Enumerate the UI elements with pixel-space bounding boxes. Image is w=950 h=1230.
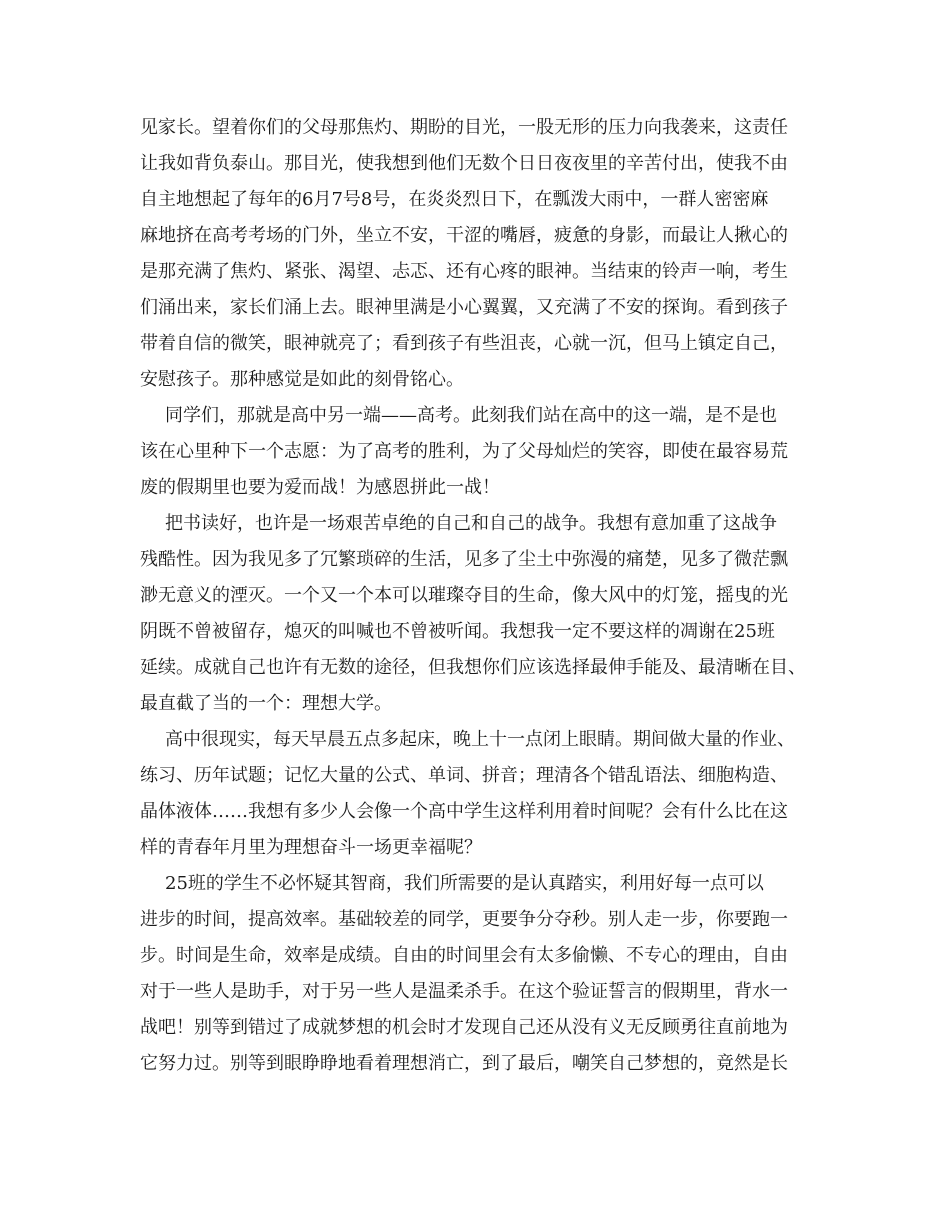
text-line: 安慰孩子。那种感觉是如此的刻骨铭心。 [140,369,464,390]
paragraph-start-line: 同学们，那就是高中另一端——高考。此刻我们站在高中的这一端，是不是也 [165,405,777,426]
text-line: 延续。成就自己也许有无数的途径，但我想你们应该选择最伸手能及、最清晰在目、 [140,657,806,678]
paragraph-start-line: 25班的学生不必怀疑其智商，我们所需要的是认真踏实，利用好每一点可以 [165,873,764,894]
paragraph-start-line: 把书读好，也许是一场艰苦卓绝的自己和自己的战争。我想有意加重了这战争 [165,513,777,534]
text-line: 最直截了当的一个：理想大学。 [140,693,392,714]
text-line: 见家长。望着你们的父母那焦灼、期盼的目光，一股无形的压力向我袭来，这责任 [140,117,788,138]
text-line: 残酷性。因为我见多了冗繁琐碎的生活，见多了尘土中弥漫的痛楚，见多了微茫飘 [140,549,788,570]
text-line: 样的青春年月里为理想奋斗一场更幸福呢？ [140,837,482,858]
text-line: 带着自信的微笑，眼神就亮了；看到孩子有些沮丧，心就一沉，但马上镇定自己， [140,333,788,354]
text-line: 步。时间是生命，效率是成绩。自由的时间里会有太多偷懒、不专心的理由，自由 [140,945,788,966]
text-line: 阴既不曾被留存，熄灭的叫喊也不曾被听闻。我想我一定不要这样的凋谢在25班 [140,621,775,642]
text-line: 对于一些人是助手，对于另一些人是温柔杀手。在这个验证誓言的假期里，背水一 [140,981,788,1002]
text-line: 渺无意义的湮灭。一个又一个本可以璀璨夺目的生命，像大风中的灯笼，摇曳的光 [140,585,788,606]
text-line: 麻地挤在高考考场的门外，坐立不安，干涩的嘴唇，疲惫的身影，而最让人揪心的 [140,225,788,246]
text-line: 战吧！别等到错过了成就梦想的机会时才发现自己还从没有义无反顾勇往直前地为 [140,1017,788,1038]
text-line: 它努力过。别等到眼睁睁地看着理想消亡，到了最后，嘲笑自己梦想的，竟然是长 [140,1053,788,1074]
text-line: 该在心里种下一个志愿：为了高考的胜利，为了父母灿烂的笑容，即使在最容易荒 [140,441,788,462]
text-line: 废的假期里也要为爱而战！为感恩拼此一战！ [140,477,500,498]
text-line: 自主地想起了每年的6月7号8号，在炎炎烈日下，在瓢泼大雨中，一群人密密麻 [140,189,769,210]
document-body [140,110,830,1082]
text-line: 晶体液体……我想有多少人会像一个高中学生这样利用着时间呢？会有什么比在这 [140,801,788,822]
text-line: 让我如背负泰山。那目光，使我想到他们无数个日日夜夜里的辛苦付出，使我不由 [140,153,788,174]
text-line: 们涌出来，家长们涌上去。眼神里满是小心翼翼，又充满了不安的探询。看到孩子 [140,297,788,318]
paragraph-start-line: 高中很现实，每天早晨五点多起床，晚上十一点闭上眼睛。期间做大量的作业、 [165,729,795,750]
text-line: 练习、历年试题；记忆大量的公式、单词、拼音；理清各个错乱语法、细胞构造、 [140,765,788,786]
text-line: 进步的时间，提高效率。基础较差的同学，更要争分夺秒。别人走一步，你要跑一 [140,909,788,930]
text-line: 是那充满了焦灼、紧张、渴望、忐忑、还有心疼的眼神。当结束的铃声一响，考生 [140,261,788,282]
